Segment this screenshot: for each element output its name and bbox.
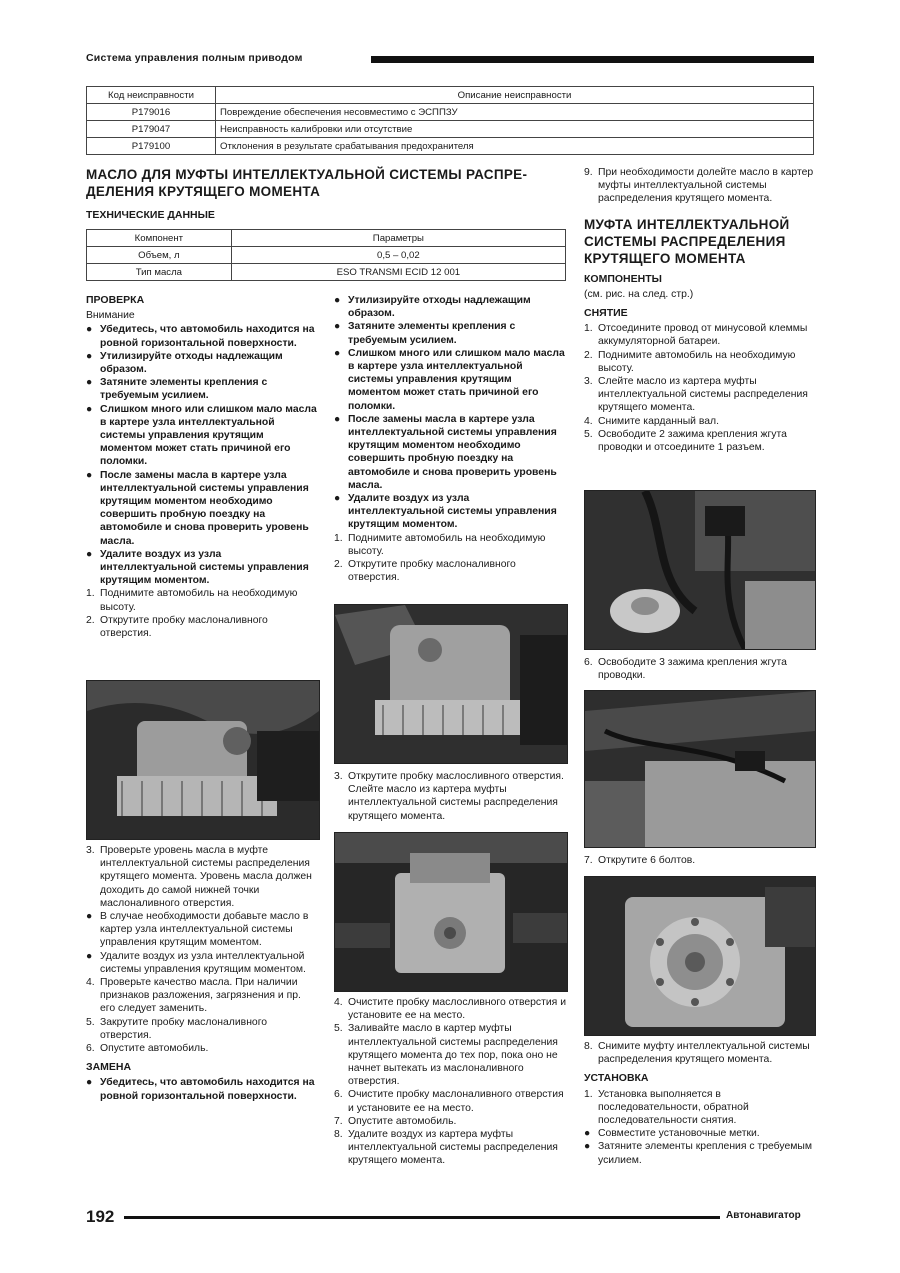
replace-title: ЗАМЕНА (86, 1061, 132, 1074)
list-item: ● В случае необходимости добавьте масло в картер узла интеллектуальной системы управления крутящим моментом. (86, 911, 309, 949)
list-item: 6. Очистите пробку маслоналивного отверстия и установите ее на место. (334, 1089, 564, 1114)
list-item: 1. Поднимите автомобиль на необходимую высоту. (86, 588, 298, 613)
list-item: 5. Закрутите пробку маслоналивного отверстия. (86, 1016, 268, 1041)
photo-coupling-bolts (584, 876, 816, 1036)
photo-drain-plug (86, 680, 320, 840)
list-item: ● Затяните элементы крепления с требуемым усилием. (584, 1141, 812, 1166)
list-item: ● Затяните элементы крепления с требуемым усилием. (334, 321, 516, 346)
photo-harness-connector (584, 490, 816, 650)
components-title: КОМПОНЕНТЫ (584, 272, 662, 285)
footer-rule (124, 1216, 720, 1219)
table-header-cell: Параметры (231, 230, 565, 247)
list-item: 3. Проверьте уровень масла в муфте интеллектуальной системы распределения крутящего момента. Уровень масла должен доходить до самой нижней точки маслоналивного отверстия. (86, 845, 312, 909)
list-item: 2. Поднимите автомобиль на необходимую высоту. (584, 349, 796, 374)
list-item: 6. Опустите автомобиль. (86, 1043, 209, 1055)
list-item: 8. Снимите муфту интеллектуальной системы распределения крутящего момента. (584, 1041, 810, 1066)
column-3-step7 (584, 854, 814, 867)
table-header-cell: Компонент (87, 230, 232, 247)
section-title-line: МУФТА ИНТЕЛЛЕКТУАЛЬНОЙ (584, 216, 790, 232)
section-title-line: КРУТЯЩЕГО МОМЕНТА (584, 250, 746, 266)
column-2-lower (334, 996, 566, 1168)
check-title: ПРОВЕРКА (86, 294, 145, 306)
list-item: ● Удалите воздух из узла интеллектуальной системы управления крутящим моментом. (86, 950, 306, 975)
list-item: 2. Открутите пробку маслоналивного отверстия. (86, 614, 268, 640)
spec-table (86, 229, 566, 281)
list-item: 2. Открутите пробку маслоналивного отверстия. (334, 559, 516, 584)
list-item: 3. Открутите пробку маслосливного отверстия. Слейте масло из картера муфты интеллектуальной системы распределения крутящего момента. (334, 771, 564, 822)
table-row (87, 247, 566, 264)
list-item: 5. Заливайте масло в картер муфты интеллектуальной системы распределения крутящего момента до тех пор, пока оно не начнет вытекать из маслоналивного отверстия. (334, 1023, 558, 1088)
section-title (86, 166, 572, 200)
table-row (87, 264, 566, 281)
list-item: 8. Удалите воздух из картера муфты интеллектуальной системы распределения крутящего момента. (334, 1129, 558, 1167)
fault-codes-table (86, 86, 814, 155)
table-cell-code: P179016 (87, 104, 216, 121)
list-item: ● После замены масла в картере узла интеллектуальной системы управления крутящим моментом необходимо совершить пробную поездку на автомобиле и снова проверить уровень масла. (86, 469, 309, 547)
list-item: 4. Снимите карданный вал. (584, 415, 720, 427)
list-item: 9. При необходимости долейте масло в картер муфты интеллектуальной системы распределения крутящего момента. (584, 167, 814, 205)
list-item: ● Совместите установочные метки. (584, 1128, 760, 1140)
table-row (87, 121, 814, 138)
install-title: УСТАНОВКА (584, 1072, 649, 1085)
section-title-line: МАСЛО ДЛЯ МУФТЫ ИНТЕЛЛЕКТУАЛЬНОЙ СИСТЕМЫ РАСПРЕ- (86, 167, 528, 182)
list-item: ● Утилизируйте отходы надлежащим образом. (86, 350, 283, 376)
list-item: ● Убедитесь, что автомобиль находится на ровной горизонтальной поверхности. (86, 324, 315, 349)
table-row (87, 104, 814, 121)
table-row (87, 138, 814, 155)
list-item: 1. Отсоедините провод от минусовой клеммы аккумуляторной батареи. (584, 323, 808, 348)
table-cell: ESO TRANSMI ECID 12 001 (231, 264, 565, 281)
table-header-row (87, 230, 566, 247)
column-1 (86, 294, 318, 640)
components-note: (см. рис. на след. стр.) (584, 288, 694, 300)
table-cell-code: P179047 (87, 121, 216, 138)
list-item: 7. Опустите автомобиль. (334, 1115, 457, 1127)
list-item: 4. Проверьте качество масла. При наличии признаков разложения, загрязнения и пр. его следует заменить. (86, 977, 301, 1015)
header-rule (371, 56, 814, 63)
warning-label: Внимание (86, 310, 135, 322)
table-cell-code: P179100 (87, 138, 216, 155)
photo-filler-plug (334, 604, 568, 764)
table-cell: 0,5 – 0,02 (231, 247, 565, 264)
table-cell: Тип масла (87, 264, 232, 281)
list-item: 1. Установка выполняется в последовательности, обратной последовательности снятия. (584, 1088, 749, 1127)
page-header (86, 52, 814, 68)
column-2 (334, 294, 566, 584)
section-title-line: ДЕЛЕНИЯ КРУТЯЩЕГО МОМЕНТА (86, 184, 321, 199)
list-item: ● Удалите воздух из узла интеллектуальной системы управления крутящим моментом. (334, 493, 557, 531)
photo-harness-clips (584, 690, 816, 848)
list-item: ● После замены масла в картере узла интеллектуальной системы управления крутящим моментом необходимо совершить пробную поездку на автомобиле и снова проверить уровень масла. (334, 413, 557, 491)
list-item: 6. Освободите 3 зажима крепления жгута проводки. (584, 657, 787, 682)
tech-data-label: ТЕХНИЧЕСКИЕ ДАННЫЕ (86, 209, 215, 221)
column-3 (584, 166, 814, 454)
column-1-lower (86, 844, 318, 1103)
table-cell-desc: Повреждение обеспечения несовместимо с ЭСППЗУ (216, 104, 814, 121)
list-item: ● Слишком много или слишком мало масла в картере узла интеллектуальной системы управления крутящим моментом может стать причиной его поломки. (334, 347, 565, 412)
list-item: ● Затяните элементы крепления с требуемым усилием. (86, 377, 268, 402)
table-cell-desc: Неисправность калибровки или отсутствие (216, 121, 814, 138)
list-item: 5. Освободите 2 зажима крепления жгута проводки и отсоедините 1 разъем. (584, 428, 787, 454)
list-item: 3. Слейте масло из картера муфты интеллектуальной системы распределения крутящего момента. (584, 376, 808, 414)
list-item: 7. Открутите 6 болтов. (584, 855, 696, 866)
section-title-line: СИСТЕМЫ РАСПРЕДЕЛЕНИЯ (584, 233, 786, 249)
table-cell-desc: Отклонения в результате срабатывания предохранителя (216, 138, 814, 155)
list-item: ● Утилизируйте отходы надлежащим образом. (334, 295, 531, 320)
list-item: 4. Очистите пробку маслосливного отверстия и установите ее на место. (334, 997, 566, 1022)
removal-title: СНЯТИЕ (584, 307, 628, 320)
list-item: ● Удалите воздух из узла интеллектуальной системы управления крутящим моментом. (86, 548, 309, 587)
table-header-row (87, 87, 814, 104)
list-item: ● Убедитесь, что автомобиль находится на ровной горизонтальной поверхности. (86, 1077, 315, 1102)
list-item: 1. Поднимите автомобиль на необходимую высоту. (334, 532, 546, 557)
page-number: 192 (86, 1207, 115, 1226)
section-title (584, 216, 814, 267)
footer-brand: Автонавигатор (726, 1210, 801, 1221)
list-item: ● Слишком много или слишком мало масла в картере узла интеллектуальной системы управления крутящим моментом может стать причиной его поломки. (86, 403, 317, 468)
column-3-lower (584, 1040, 814, 1167)
table-header-cell: Код неисправности (87, 87, 216, 104)
header-title: Система управления полным приводом (86, 52, 311, 64)
table-header-cell: Описание неисправности (216, 87, 814, 104)
column-2-mid (334, 770, 566, 823)
photo-drain-oil (334, 832, 568, 992)
column-3-step6 (584, 656, 814, 682)
table-cell: Объем, л (87, 247, 232, 264)
